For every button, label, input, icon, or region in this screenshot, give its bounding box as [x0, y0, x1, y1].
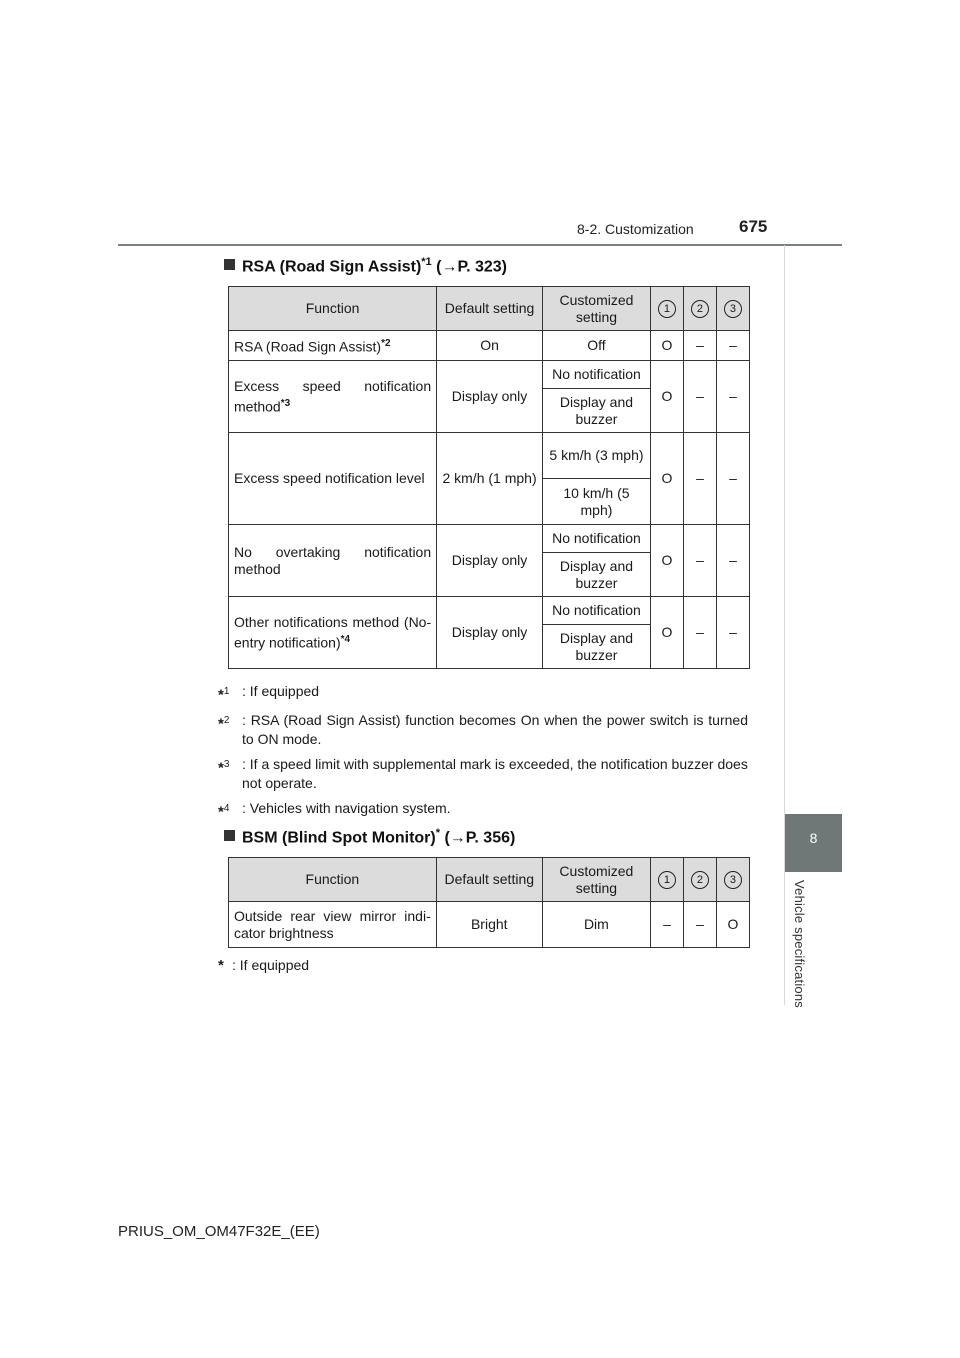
circled-1-icon: 1	[658, 871, 676, 889]
footnote	[218, 711, 748, 749]
footnote-star: *	[218, 686, 224, 704]
function-cell: Excess speed notification level	[229, 433, 437, 525]
circled-1-icon: 1	[658, 300, 676, 318]
option-cell: No notification	[542, 525, 650, 553]
footnote-star: *	[218, 715, 224, 733]
bsm-heading-ref: (→P. 356)	[444, 829, 516, 847]
table-row	[229, 331, 750, 361]
c2-cell: –	[683, 597, 716, 669]
footnote	[218, 956, 748, 975]
footnote-text: : If a speed limit with supplemental mark is exceeded, the notification buzzer does not operate.	[242, 755, 748, 791]
option-cell: 5 km/h (3 mph)	[542, 433, 650, 479]
footnote-text: : Vehicles with navigation system.	[242, 799, 451, 816]
default-cell: Bright	[436, 902, 542, 948]
header-divider	[118, 244, 842, 246]
c3-cell: –	[716, 361, 749, 433]
footnote	[218, 682, 748, 705]
default-cell: Display only	[437, 361, 543, 433]
c1-cell: O	[650, 525, 683, 597]
document-id: PRIUS_OM_OM47F32E_(EE)	[118, 1223, 320, 1240]
footnote-num: 3	[223, 758, 230, 770]
col-function: Function	[229, 287, 437, 331]
bsm-heading-text: BSM (Blind Spot Monitor)	[242, 829, 436, 847]
rsa-settings-table	[228, 286, 750, 669]
section-title: 8-2. Customization	[577, 221, 694, 237]
table-row	[229, 597, 750, 625]
bsm-heading	[224, 827, 515, 847]
bsm-footnote	[218, 956, 748, 981]
chapter-number: 8	[809, 830, 818, 846]
c2-cell: –	[683, 361, 716, 433]
footnote-text: : RSA (Road Sign Assist) function becomes On when the power switch is turned to ON mode.	[242, 711, 748, 747]
table-row	[229, 361, 750, 389]
c2-cell: –	[683, 902, 716, 948]
function-cell: RSA (Road Sign Assist)	[234, 338, 382, 355]
rsa-heading-ref: (→P. 323)	[436, 258, 507, 276]
default-cell: Display only	[437, 525, 543, 597]
chapter-label: Vehicle specifications	[792, 880, 807, 1008]
col-custom: Customized setting	[542, 287, 650, 331]
c1-cell: O	[650, 433, 683, 525]
c1-cell: –	[650, 902, 683, 948]
default-cell: Display only	[437, 597, 543, 669]
footnote-mark: *4	[340, 633, 351, 645]
option-cell: Off	[542, 331, 650, 361]
c3-cell: O	[716, 902, 749, 948]
table-header-row	[229, 287, 750, 331]
col-default: Default setting	[437, 287, 543, 331]
footnote-text: : If equipped	[242, 683, 320, 699]
function-cell: Other notifications method (No-entry notification)	[234, 613, 432, 651]
footnote-star: *	[218, 803, 224, 821]
default-cell: 2 km/h (1 mph)	[437, 433, 543, 525]
footnote-num: 1	[223, 686, 230, 697]
c2-cell: –	[683, 525, 716, 597]
c3-cell: –	[716, 525, 749, 597]
col-custom: Customized setting	[542, 858, 650, 902]
rsa-heading	[224, 256, 507, 276]
c3-cell: –	[716, 433, 749, 525]
footnote-text: : If equipped	[232, 957, 310, 973]
option-cell: Dim	[542, 902, 650, 948]
option-cell: No notification	[542, 597, 650, 625]
footnote-mark: *3	[280, 397, 291, 409]
c2-cell: –	[683, 331, 716, 361]
table-row	[229, 433, 750, 479]
circled-2-icon: 2	[691, 871, 709, 889]
table-row	[229, 902, 750, 948]
footnote	[218, 799, 748, 822]
rsa-footnotes	[218, 682, 748, 827]
footnote	[218, 755, 748, 793]
footnote-star: *	[218, 957, 224, 974]
footnote-num: 2	[223, 714, 230, 726]
table-header-row	[229, 858, 750, 902]
c1-cell: O	[650, 331, 683, 361]
default-cell: On	[437, 331, 543, 361]
footnote-num: 4	[223, 802, 230, 814]
option-cell: Display and buzzer	[542, 553, 650, 597]
circled-3-icon: 3	[724, 871, 742, 889]
function-cell: Outside rear view mirror indi-cator brightness	[229, 902, 437, 948]
square-bullet-icon	[224, 259, 235, 270]
option-cell: Display and buzzer	[542, 625, 650, 669]
rsa-heading-mark: *1	[421, 256, 432, 268]
col-function: Function	[229, 858, 437, 902]
option-cell: Display and buzzer	[542, 389, 650, 433]
c1-cell: O	[650, 597, 683, 669]
function-cell: Excess speed notification method	[234, 377, 432, 415]
c2-cell: –	[683, 433, 716, 525]
bsm-heading-mark: *	[435, 827, 441, 839]
c1-cell: O	[650, 361, 683, 433]
rsa-heading-text: RSA (Road Sign Assist)	[242, 258, 422, 276]
c3-cell: –	[716, 331, 749, 361]
footnote-mark: *2	[381, 338, 391, 350]
circled-2-icon: 2	[691, 300, 709, 318]
option-cell: No notification	[542, 361, 650, 389]
col-default: Default setting	[436, 858, 542, 902]
option-cell: 10 km/h (5 mph)	[542, 479, 650, 525]
footnote-star: *	[218, 759, 224, 777]
page-number: 675	[739, 217, 768, 236]
circled-3-icon: 3	[724, 300, 742, 318]
bsm-settings-table	[228, 857, 750, 948]
table-row	[229, 525, 750, 553]
c3-cell: –	[716, 597, 749, 669]
square-bullet-icon	[224, 830, 235, 841]
function-cell: No overtaking notification method	[229, 525, 437, 597]
